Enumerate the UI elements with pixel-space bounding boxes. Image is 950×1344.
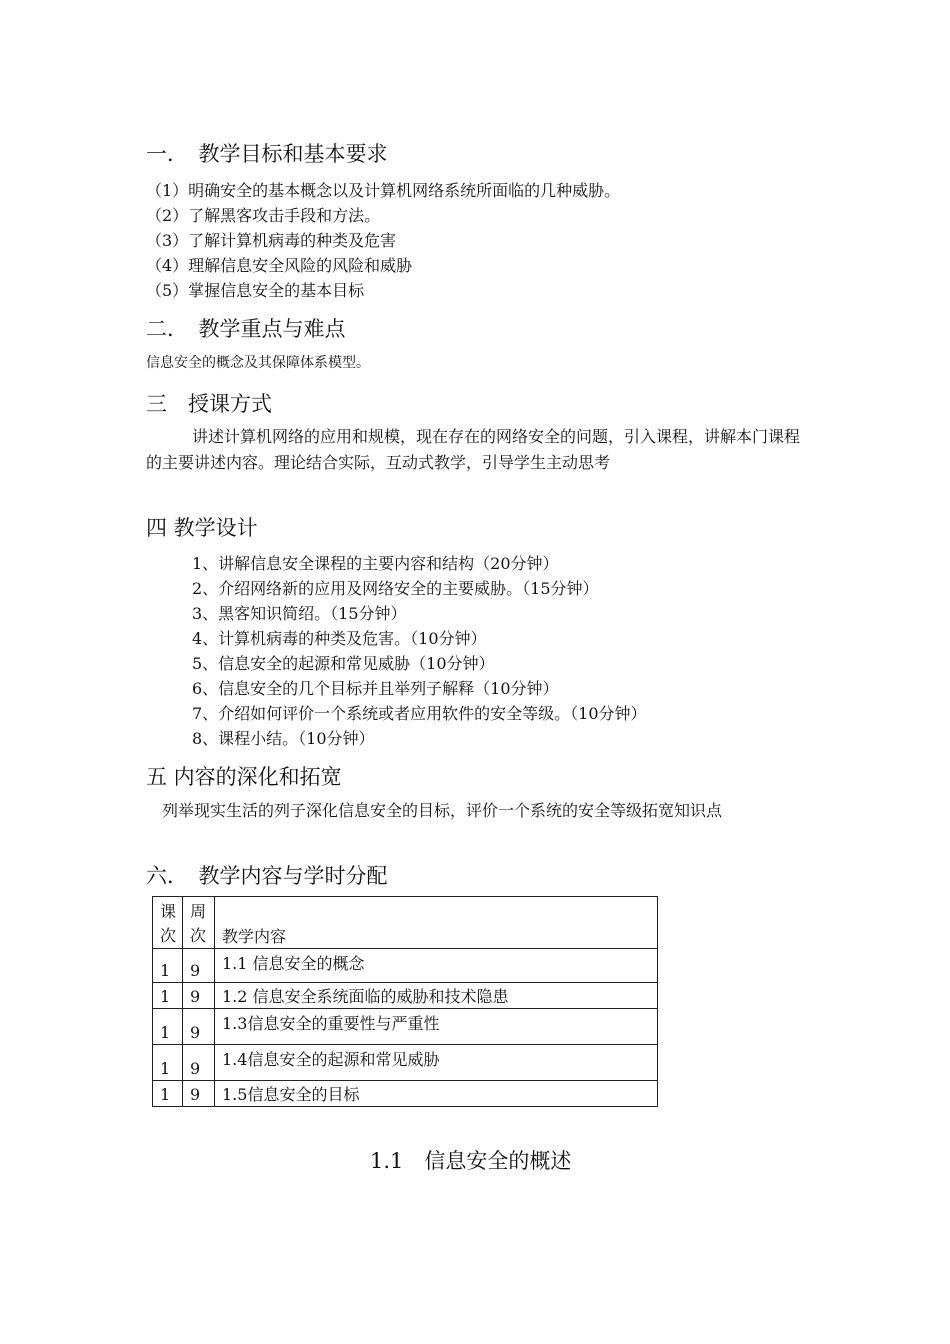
header-week [183,897,215,949]
goal-item-4: （4）理解信息安全风险的风险和威胁 [146,256,413,275]
cell-week: 9 [183,1045,215,1081]
cell-content: 1.5信息安全的目标 [215,1081,658,1107]
header-lesson [153,897,183,949]
table-row [153,1081,658,1107]
cell-week: 9 [183,949,215,983]
design-item-5: 5、信息安全的起源和常见威胁（10分钟） [192,654,495,673]
cell-lesson: 1 [153,1081,183,1107]
design-item-4: 4、计算机病毒的种类及危害。（10分钟） [192,629,487,648]
design-item-3: 3、黑客知识简绍。（15分钟） [192,604,407,623]
section-3-title: 三 授课方式 [146,392,272,416]
design-item-6: 6、信息安全的几个目标并且举列子解释（10分钟） [192,679,559,698]
design-item-8: 8、课程小结。（10分钟） [192,729,375,748]
cell-lesson: 1 [153,1009,183,1045]
cell-lesson: 1 [153,949,183,983]
allocation-table [152,896,658,1107]
table-header-row [153,897,658,949]
header-content: 教学内容 [215,897,658,949]
table-row [153,1045,658,1081]
design-item-2: 2、介绍网络新的应用及网络安全的主要威胁。（15分钟） [192,579,599,598]
section-5-text: 列举现实生活的列子深化信息安全的目标，评价一个系统的安全等级拓宽知识点 [162,801,723,820]
goal-item-2: （2）了解黑客攻击手段和方法。 [146,206,381,225]
cell-week: 9 [183,983,215,1009]
chapter-heading: 1.1 信息安全的概述 [370,1149,572,1173]
goal-item-3: （3）了解计算机病毒的种类及危害 [146,231,397,250]
table-row [153,983,658,1009]
section-1-title: 一． 教学目标和基本要求 [146,142,388,166]
table-row [153,949,658,983]
cell-content: 1.3信息安全的重要性与严重性 [215,1009,658,1045]
section-5-title: 五 内容的深化和拓宽 [146,765,342,789]
section-6-title: 六． 教学内容与学时分配 [146,864,388,888]
section-2-title: 二． 教学重点与难点 [146,317,346,341]
design-item-1: 1、讲解信息安全课程的主要内容和结构（20分钟） [192,554,559,573]
cell-week: 9 [183,1081,215,1107]
table-row [153,1009,658,1045]
cell-content: 1.4信息安全的起源和常见威胁 [215,1045,658,1081]
goal-item-1: （1）明确安全的基本概念以及计算机网络系统所面临的几种威胁。 [146,181,621,200]
section-2-text: 信息安全的概念及其保障体系模型。 [146,355,370,371]
cell-content: 1.2 信息安全系统面临的威胁和技术隐患 [215,983,658,1009]
header-week-label: 周次 [190,902,207,945]
cell-lesson: 1 [153,983,183,1009]
cell-content: 1.1 信息安全的概念 [215,949,658,983]
design-item-7: 7、介绍如何评价一个系统或者应用软件的安全等级。（10分钟） [192,704,647,723]
cell-lesson: 1 [153,1045,183,1081]
header-lesson-label: 课次 [160,902,177,945]
section-4-title: 四 教学设计 [146,516,258,540]
cell-week: 9 [183,1009,215,1045]
section-3-text: 讲述计算机网络的应用和规模，现在存在的网络安全的问题，引入课程，讲解本门课程的主要讲述内容。理论结合实际，互动式教学，引导学生主动思考 [146,427,801,472]
goal-item-5: （5）掌握信息安全的基本目标 [146,281,365,300]
